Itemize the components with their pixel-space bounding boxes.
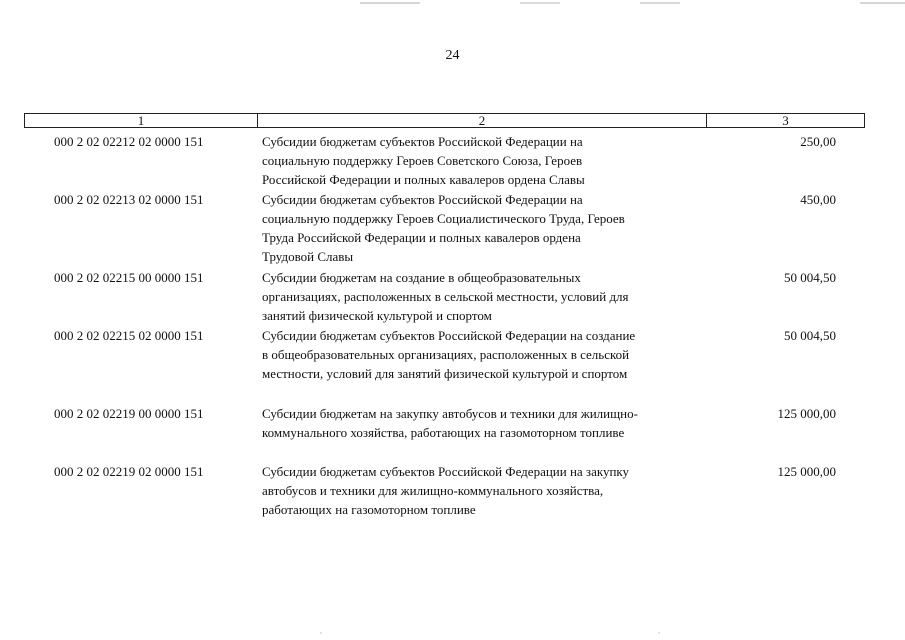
budget-code: 000 2 02 02219 00 0000 151 (54, 406, 204, 421)
description-line: Субсидии бюджетам субъектов Российской Федерации на (262, 192, 583, 207)
description-line: Трудовой Славы (262, 249, 354, 264)
amount: 450,00 (800, 192, 836, 207)
description-line: социальную поддержку Героев Советского Союза, Героев (262, 153, 583, 168)
description-line: Субсидии бюджетам на создание в общеобразовательных (262, 270, 581, 285)
description-line: социальную поддержку Героев Социалистического Труда, Героев (262, 211, 625, 226)
description-line: Субсидии бюджетам субъектов Российской Федерации на (262, 134, 583, 149)
header-cell-3: 3 (782, 113, 789, 128)
budget-code: 000 2 02 02215 00 0000 151 (54, 270, 204, 285)
description-line: местности, условий для занятий физической культурой и спортом (262, 366, 628, 381)
description-line: Субсидии бюджетам субъектов Российской Федерации на закупку (262, 464, 630, 479)
header-cell-1: 1 (25, 114, 258, 127)
header-cell-2: 2 (258, 114, 707, 127)
table-header (24, 113, 865, 128)
description-line: коммунального хозяйства, работающих на газомоторном топливе (262, 425, 625, 440)
description (262, 462, 712, 519)
amount: 50 004,50 (784, 270, 836, 285)
amount: 250,00 (800, 134, 836, 149)
description (262, 132, 712, 189)
description (262, 268, 712, 325)
description (262, 190, 712, 266)
description-line: работающих на газомоторном топливе (262, 502, 476, 517)
budget-code: 000 2 02 02219 02 0000 151 (54, 464, 204, 479)
description (262, 404, 712, 442)
amount: 125 000,00 (777, 406, 836, 421)
description-line: Субсидии бюджетам субъектов Российской Федерации на создание (262, 328, 636, 343)
scan-artifact-bottom (0, 632, 905, 634)
budget-code: 000 2 02 02212 02 0000 151 (54, 134, 204, 149)
scan-artifact-top (0, 2, 905, 4)
description-line: в общеобразовательных организациях, расположенных в сельской (262, 347, 630, 362)
description-line: занятий физической культурой и спортом (262, 308, 492, 323)
budget-code: 000 2 02 02215 02 0000 151 (54, 328, 204, 343)
page-number: 24 (445, 48, 460, 63)
description-line: автобусов и техники для жилищно-коммунального хозяйства, (262, 483, 604, 498)
description-line: Российской Федерации и полных кавалеров ордена Славы (262, 172, 585, 187)
description-line: Субсидии бюджетам на закупку автобусов и техники для жилищно- (262, 406, 638, 421)
amount: 125 000,00 (777, 464, 836, 479)
description (262, 326, 712, 383)
budget-code: 000 2 02 02213 02 0000 151 (54, 192, 204, 207)
description-line: организациях, расположенных в сельской местности, условий для (262, 289, 629, 304)
amount: 50 004,50 (784, 328, 836, 343)
description-line: Труда Российской Федерации и полных кавалеров ордена (262, 230, 581, 245)
